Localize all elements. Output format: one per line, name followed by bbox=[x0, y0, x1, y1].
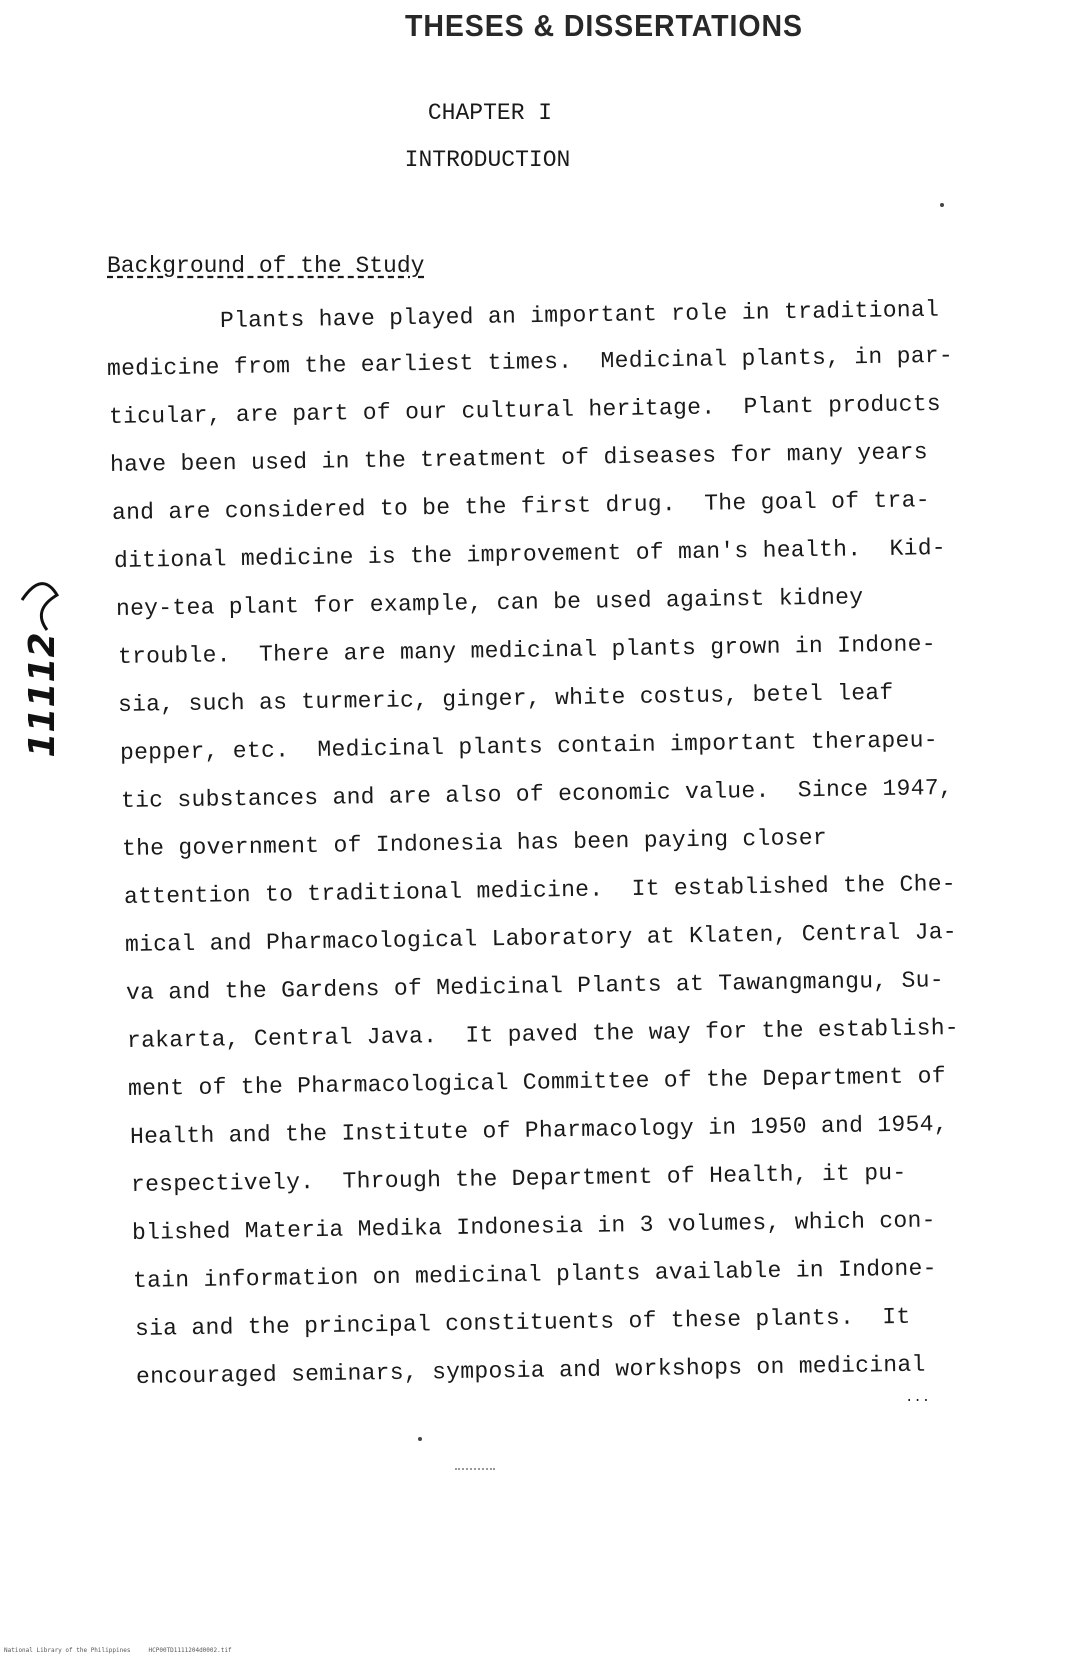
body-line: va and the Gardens of Medicinal Plants at Tawangmangu, Su- bbox=[125, 967, 945, 1006]
body-line: respectively. Through the Department of Health, it pu- bbox=[130, 1159, 907, 1198]
body-line: pepper, etc. Medicinal plants contain important therapeu- bbox=[119, 727, 939, 766]
body-line: mical and Pharmacological Laboratory at Klaten, Central Ja- bbox=[124, 918, 958, 958]
smudge-mark bbox=[455, 1468, 495, 1476]
section-heading: Background of the Study bbox=[107, 253, 425, 279]
body-line: and are considered to be the first drug. The goal of tra- bbox=[111, 487, 931, 526]
body-line: sia, such as turmeric, ginger, white costus, betel leaf bbox=[117, 679, 894, 718]
margin-note-text: 11112 bbox=[22, 632, 63, 758]
handwritten-margin-note bbox=[2, 560, 82, 830]
body-line: have been used in the treatment of diseases for many years bbox=[109, 439, 929, 478]
body-line: medicine from the earliest times. Medicinal plants, in par- bbox=[106, 342, 954, 382]
body-line: Health and the Institute of Pharmacology in 1950 and 1954, bbox=[129, 1111, 949, 1150]
body-line: ney-tea plant for example, can be used against kidney bbox=[115, 584, 864, 622]
theses-dissertations-stamp: THESES & DISSERTATIONS bbox=[405, 8, 803, 43]
body-line: rakarta, Central Java. It paved the way for the establish- bbox=[126, 1014, 960, 1054]
body-line: tic substances and are also of economic value. Since 1947, bbox=[120, 774, 954, 814]
speck bbox=[940, 203, 944, 207]
body-line: tain information on medicinal plants available in Indone- bbox=[132, 1255, 937, 1294]
speck bbox=[418, 1437, 422, 1441]
body-line: blished Materia Medika Indonesia in 3 volumes, which con- bbox=[131, 1207, 936, 1246]
chapter-number: CHAPTER I bbox=[427, 100, 553, 126]
body-line: ment of the Pharmacological Committee of the Department of bbox=[127, 1063, 947, 1102]
body-line: trouble. There are many medicinal plants grown in Indone- bbox=[117, 631, 937, 670]
footer-source: National Library of the Philippines HCP00TD1111204d0002.tif bbox=[4, 1647, 232, 1654]
body-line: ticular, are part of our cultural heritage. Plant products bbox=[108, 390, 942, 430]
body-line: the government of Indonesia has been paying closer bbox=[121, 824, 828, 862]
continuation-mark: ... bbox=[905, 1390, 931, 1406]
body-line: encouraged seminars, symposia and workshops on medicinal bbox=[135, 1351, 926, 1390]
body-line: ditional medicine is the improvement of man's health. Kid- bbox=[113, 534, 947, 574]
body-line: attention to traditional medicine. It established the Che- bbox=[123, 870, 957, 910]
chapter-title: INTRODUCTION bbox=[404, 147, 571, 173]
body-line: Plants have played an important role in traditional bbox=[219, 296, 940, 334]
body-line: sia and the principal constituents of these plants. It bbox=[134, 1303, 911, 1342]
